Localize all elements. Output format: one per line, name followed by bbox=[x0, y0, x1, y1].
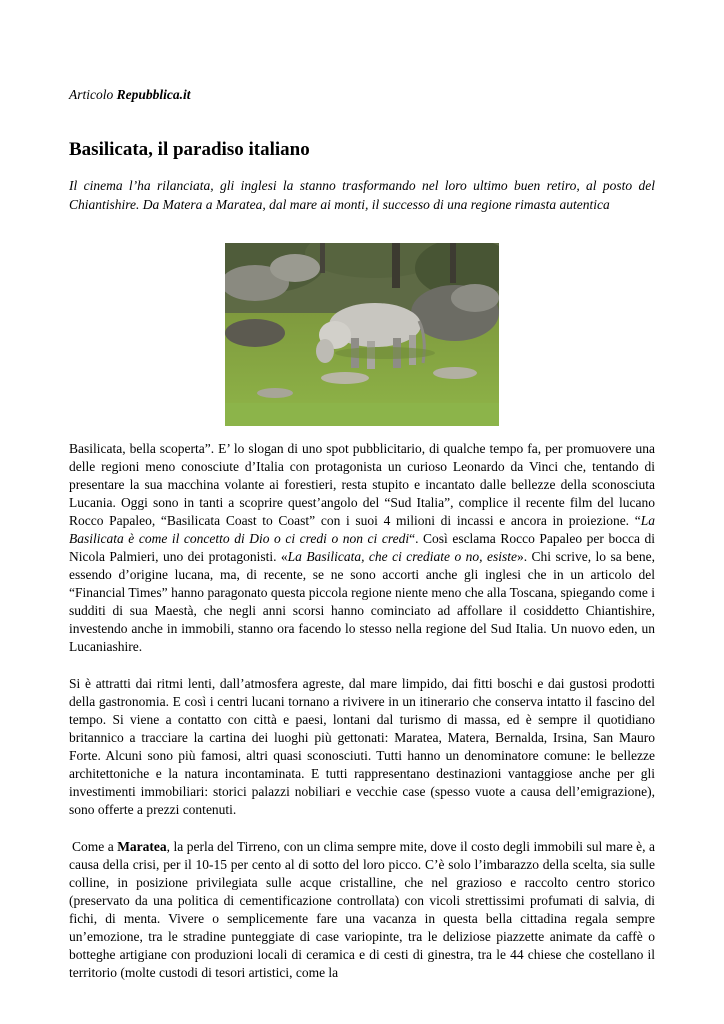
quote-2: La Basilicata, che ci crediate o no, esiste bbox=[287, 549, 517, 564]
article-photo bbox=[225, 243, 499, 426]
article-title: Basilicata, il paradiso italiano bbox=[69, 139, 310, 160]
article-subtitle: Il cinema l’ha rilanciata, gli inglesi la stanno trasformando nel loro ultimo buen retiro, al posto del Chiantishire. Da Matera a Maratea, dal mare ai monti, il successo di una regione rimasta autentica bbox=[69, 178, 655, 212]
article-body bbox=[69, 440, 655, 1001]
paragraph-3: Come a Maratea, la perla del Tirreno, con un clima sempre mite, dove il costo degli immobili sul mare è, a causa della crisi, per il 10-15 per cento al di sotto del loro picco. C’è solo l’imbarazzo della scelta, sia sulle colline, in posizione privilegiata sulle acque cristalline, che nel grazioso e raccolto centro storico (preservato da una politica di cementificazione controllata) con vicoli strettissimi profumati di salvia, di fichi, di menta. Vivere o semplicemente fare una vacanza in questa bella cittadina regala sempre un’emozione, tra le stradine punteggiate di case variopinte, tra le deliziose piazzette animate da caffè o botteghe artigiane con produzioni locali di ceramica e di cesti di ginestra, tra le 44 chiese che costellano il territorio (molte custodi di tesori artistici, come la bbox=[69, 839, 655, 980]
article-source bbox=[69, 86, 191, 103]
cow-grazing-photo bbox=[225, 243, 499, 426]
paragraph-2: Si è attratti dai ritmi lenti, dall’atmosfera agreste, dal mare limpido, dai fitti boschi e dai gustosi prodotti della gastronomia. E così i centri lucani tornano a rivivere in un itinerario che conserva intatto il fascino del tempo. Si viene a contatto con città e paesi, lontani dal turismo di massa, ed è sempre il quotidiano britannico a tracciare la cartina dei luoghi più gettonati: Maratea, Matera, Bernalda, Irsina, San Mauro Forte. Alcuni sono più famosi, altri quasi sconosciuti. Tutti hanno un denominatore comune: le bellezze architettoniche e la natura incontaminata. E tutti rappresentano destinazioni vantaggiose anche per gli investimenti immobiliari: storici palazzi nobiliari e vecchie case (spesso vuote a causa dell’emigrazione), sono offerte a prezzi contenuti. bbox=[69, 676, 655, 817]
maratea-bold: Maratea bbox=[117, 839, 167, 854]
quote-1: La Basilicata è come il concetto di Dio o ci credi o non ci credi bbox=[69, 513, 655, 546]
source-name[interactable]: Repubblica.it bbox=[116, 87, 191, 102]
paragraph-1: Basilicata, bella scoperta”. E’ lo slogan di uno spot pubblicitario, di qualche tempo fa, per promuovere una delle regioni meno conosciute d’Italia con protagonista un curioso Leonardo da Vinci che, tentando di presentare la sua macchina volante ai forestieri, resta stupito e incantato dalle bellezze della sconosciuta Lucania. Oggi sono in tanti a scoprire quest’angolo del “Sud Italia”, complice il recente film del lucano Rocco Papaleo, “Basilicata Coast to Coast” con i suoi 4 milioni di incassi e ancora in proiezione. “La Basilicata è come il concetto di Dio o ci credi o non ci credi“. Così esclama Rocco Papaleo per bocca di Nicola Palmieri, uno dei protagonisti. «La Basilicata, che ci crediate o no, esiste». Chi scrive, lo sa bene, essendo d’origine lucana, ma, di recente, se ne sono accorti anche gli inglesi che in un articolo del “Financial Times” hanno paragonato questa piccola regione niente meno che alla Toscana, spiegando come i sudditi di sua Maestà, che negli anni scorsi hanno cominciato ad affollare il cosiddetto Chiantishire, investendo anche in immobili, stanno ora facendo lo stesso nella regione del Sud Italia. Un nuovo eden, un Lucaniashire. bbox=[69, 441, 655, 654]
source-prefix: Articolo bbox=[69, 87, 114, 102]
